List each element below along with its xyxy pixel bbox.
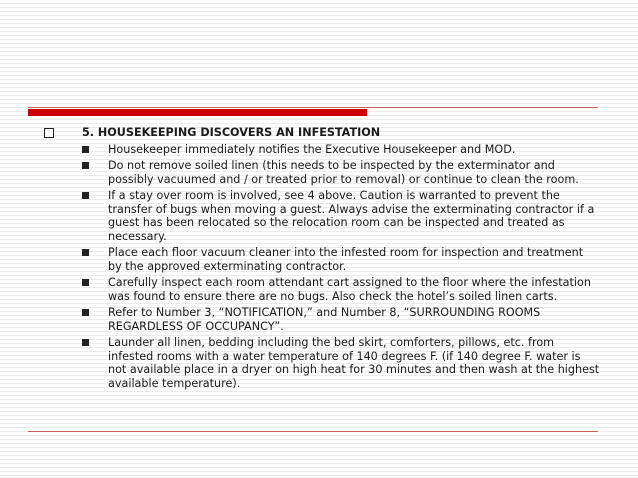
square-bullet-icon: [82, 339, 89, 346]
list-item-text: Do not remove soiled linen (this needs to be inspected by the exterminator and possibly vacuumed and / or treated prior to removal) or continue to clean the room.: [108, 159, 579, 186]
accent-bar: [28, 109, 367, 116]
list-item-text: If a stay over room is involved, see 4 above. Caution is warranted to prevent the transfer of bugs when moving a guest. Always advise the exterminating contractor if a guest has been relocated so the relocation room can be inspected and treated as necessary.: [108, 189, 595, 243]
square-bullet-icon: [82, 146, 89, 153]
slide-content: [44, 126, 600, 393]
list-item-text: Carefully inspect each room attendant cart assigned to the floor where the infestation was found to ensure there are no bugs. Also check the hotel’s soiled linen carts.: [108, 276, 591, 303]
square-bullet-icon: [82, 279, 89, 286]
list-item: [44, 159, 600, 186]
list-item-text: Place each floor vacuum cleaner into the infested room for inspection and treatment by the approved exterminating contractor.: [108, 246, 584, 273]
list-item-text: Refer to Number 3, “NOTIFICATION,” and Number 8, “SURROUNDING ROOMS REGARDLESS OF OCCUPANCY”.: [108, 306, 541, 333]
list-item: [44, 246, 600, 273]
top-divider: [28, 107, 598, 108]
hollow-square-bullet-icon: [44, 128, 54, 138]
slide-heading: 5. HOUSEKEEPING DISCOVERS AN INFESTATION: [82, 126, 381, 139]
list-item: [44, 336, 600, 390]
square-bullet-icon: [82, 192, 89, 199]
list-item: [44, 143, 600, 157]
list-item-text: Housekeeper immediately notifies the Executive Housekeeper and MOD.: [108, 142, 516, 156]
bottom-divider: [28, 431, 598, 432]
list-item: [44, 189, 600, 243]
list-item-text: Launder all linen, bedding including the bed skirt, comforters, pillows, etc. from infested rooms with a water temperature of 140 degrees F. (if 140 degree F. water is not available place in a dryer on high heat for 30 minutes and then wash at the highest available temperature).: [108, 336, 600, 390]
square-bullet-icon: [82, 249, 89, 256]
list-item: [44, 306, 600, 333]
square-bullet-icon: [82, 162, 89, 169]
list-item: [44, 276, 600, 303]
heading-row: [44, 126, 600, 140]
square-bullet-icon: [82, 309, 89, 316]
